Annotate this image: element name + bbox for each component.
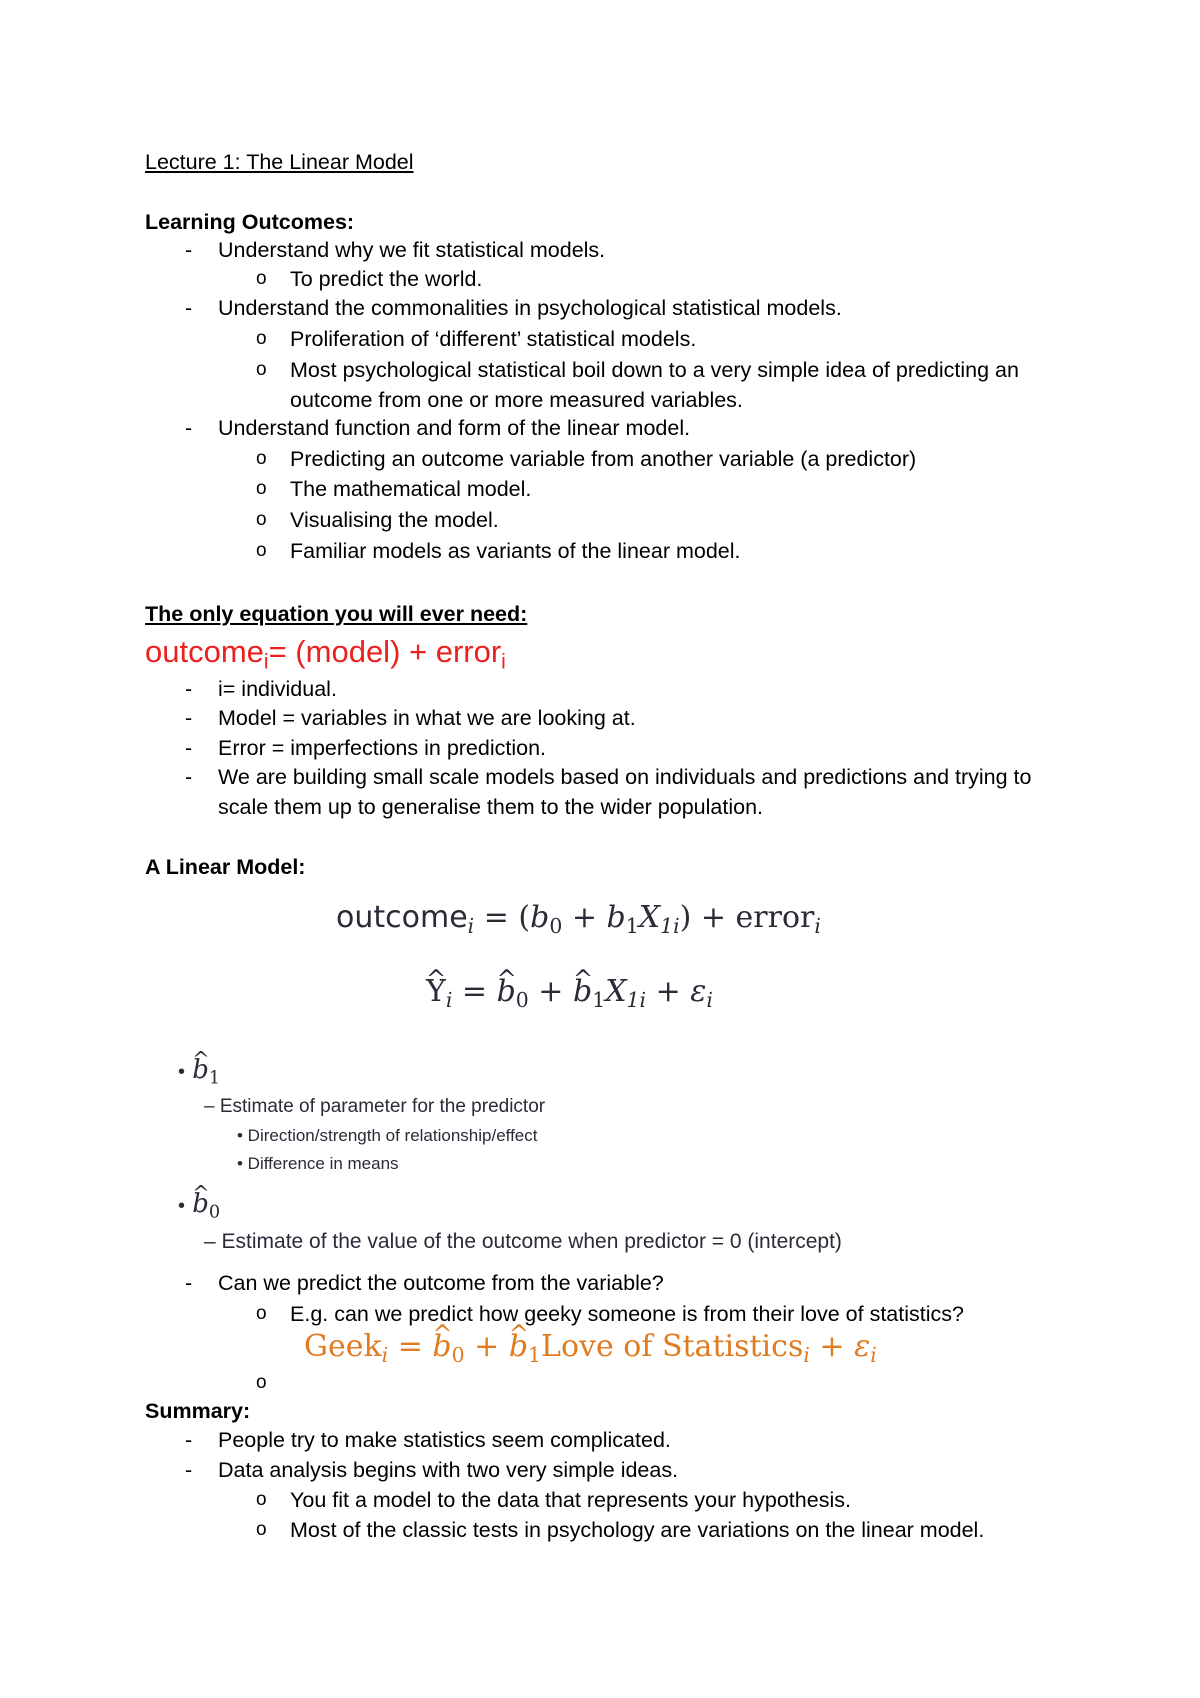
outcome-item-2: Understand the commonalities in psychological statistical models.: [218, 296, 842, 320]
eq1-outcome: outcome: [336, 900, 468, 935]
geek-equation: [304, 1326, 877, 1368]
eq1-plus: +: [562, 900, 607, 935]
outcome-subitem: Visualising the model.: [290, 508, 499, 532]
equation-outcome: outcome: [145, 634, 264, 669]
eq2-subscript: i: [706, 988, 713, 1013]
main-equation: [145, 632, 506, 672]
circle-marker: o: [256, 448, 267, 469]
outcome-subitem: Most psychological statistical boil down to a very simple idea of predicting an: [290, 358, 1019, 382]
eq2-plus: +: [646, 974, 691, 1009]
eq1-subscript: i: [814, 914, 821, 939]
outcome-subitem: Familiar models as variants of the linear model.: [290, 539, 741, 563]
outcome-item-3: Understand function and form of the linear model.: [218, 416, 691, 440]
eq2-plus: +: [528, 974, 573, 1009]
b1-detail: • Difference in means: [237, 1154, 399, 1173]
dash-marker: -: [185, 706, 193, 730]
dash-marker: -: [185, 1458, 193, 1482]
eq1-error: ) + error: [679, 900, 815, 935]
page-title: Lecture 1: The Linear Model: [145, 150, 414, 174]
eq1-subscript: i: [467, 914, 475, 939]
circle-marker: o: [256, 540, 267, 561]
summary-subitem: Most of the classic tests in psychology are variations on the linear model.: [290, 1518, 985, 1542]
eq2-subscript: 1i: [626, 988, 647, 1013]
linear-model-equation-1: [336, 898, 821, 938]
equation-heading: The only equation you will ever need:: [145, 602, 528, 626]
circle-marker: o: [256, 1519, 267, 1540]
outcome-subitem: The mathematical model.: [290, 477, 532, 501]
circle-marker: o: [256, 328, 267, 349]
circle-marker: o: [256, 478, 267, 499]
equation-subscript: i: [501, 650, 506, 674]
eq1-b1: b: [606, 900, 626, 935]
geek-subscript: 1: [528, 1343, 542, 1368]
equation-middle: = (model) + error: [268, 634, 502, 669]
geek-b0-hat: ^ b: [432, 1326, 451, 1368]
dash-marker: -: [185, 238, 193, 262]
eq2-x: X: [605, 974, 627, 1009]
eq2-b0-hat: ^ b: [497, 972, 516, 1012]
eq1-x: X: [638, 900, 661, 935]
eq2-equals: =: [452, 974, 497, 1009]
eq2-subscript: i: [445, 988, 453, 1013]
bullet-dot: •: [178, 1195, 186, 1217]
equation-subscript: i: [263, 650, 269, 674]
b0-bullet: [178, 1186, 220, 1223]
geek-plus: +: [809, 1329, 855, 1364]
outcome-subitem-continued: outcome from one or more measured variables.: [290, 388, 743, 412]
dash-marker: -: [185, 765, 193, 789]
circle-marker: o: [256, 1303, 267, 1324]
outcome-subitem: To predict the world.: [290, 267, 483, 291]
eq2-subscript: 0: [515, 988, 529, 1013]
eq2-subscript: 1: [592, 988, 606, 1013]
equation-item: i= individual.: [218, 677, 337, 701]
dash-marker: -: [185, 1428, 193, 1452]
b0-description: – Estimate of the value of the outcome when predictor = 0 (intercept): [204, 1230, 842, 1253]
eq1-b0: b: [530, 900, 550, 935]
eq2-epsilon: ε: [690, 974, 707, 1009]
b1-subscript: 1: [208, 1068, 221, 1089]
summary-heading: Summary:: [145, 1399, 251, 1423]
geek-love-term: Love of Statistics: [541, 1329, 804, 1364]
summary-item: People try to make statistics seem complicated.: [218, 1428, 671, 1452]
outcome-item-1: Understand why we fit statistical models.: [218, 238, 606, 262]
outcome-subitem: Proliferation of ‘different’ statistical models.: [290, 327, 697, 351]
b1-bullet: [178, 1052, 220, 1089]
eq1-subscript: 0: [549, 914, 563, 939]
linear-model-equation-2: [426, 972, 713, 1012]
geek-term: Geek: [304, 1329, 382, 1364]
eq1-equals: = (: [474, 900, 531, 935]
circle-marker: o: [256, 1489, 267, 1510]
geek-subscript: i: [803, 1343, 810, 1368]
circle-marker: o: [256, 509, 267, 530]
b1-detail: • Direction/strength of relationship/effect: [237, 1126, 538, 1145]
equation-item: Model = variables in what we are looking at.: [218, 706, 636, 730]
example-item: E.g. can we predict how geeky someone is from their love of statistics?: [290, 1302, 964, 1326]
b1-description: – Estimate of parameter for the predictor: [204, 1096, 546, 1117]
linear-model-heading: A Linear Model:: [145, 855, 306, 879]
circle-marker: o: [256, 268, 267, 289]
geek-equals: =: [388, 1329, 433, 1364]
bullet-dot: •: [178, 1061, 186, 1083]
circle-marker: o: [256, 1372, 267, 1393]
dash-marker: -: [185, 736, 193, 760]
eq2-b1-hat: ^ b: [573, 972, 592, 1012]
circle-marker: o: [256, 359, 267, 380]
outcome-subitem: Predicting an outcome variable from another variable (a predictor): [290, 447, 917, 471]
dash-marker: -: [185, 296, 193, 320]
b0-subscript: 0: [208, 1202, 221, 1223]
question-item: Can we predict the outcome from the variable?: [218, 1271, 664, 1295]
geek-plus: +: [464, 1329, 509, 1364]
b0-hat-symbol: ^ b: [192, 1187, 209, 1221]
dash-marker: -: [185, 1271, 193, 1295]
b1-hat-symbol: ^ b: [192, 1053, 209, 1087]
eq1-subscript: 1i: [660, 914, 680, 939]
equation-item-continued: scale them up to generalise them to the wider population.: [218, 795, 763, 819]
geek-subscript: i: [870, 1343, 877, 1368]
summary-subitem: You fit a model to the data that represents your hypothesis.: [290, 1488, 851, 1512]
learning-outcomes-heading: Learning Outcomes:: [145, 210, 355, 234]
eq2-y-hat: ^ Y: [426, 972, 446, 1012]
geek-subscript: 0: [451, 1343, 465, 1368]
dash-marker: -: [185, 677, 193, 701]
geek-subscript: i: [381, 1343, 389, 1368]
geek-epsilon: ε: [854, 1329, 871, 1364]
summary-item: Data analysis begins with two very simple ideas.: [218, 1458, 679, 1482]
equation-item: Error = imperfections in prediction.: [218, 736, 547, 760]
eq1-subscript: 1: [625, 914, 639, 939]
equation-item: We are building small scale models based on individuals and predictions and trying to: [218, 765, 1032, 789]
dash-marker: -: [185, 416, 193, 440]
geek-b1-hat: ^ b: [509, 1326, 528, 1368]
